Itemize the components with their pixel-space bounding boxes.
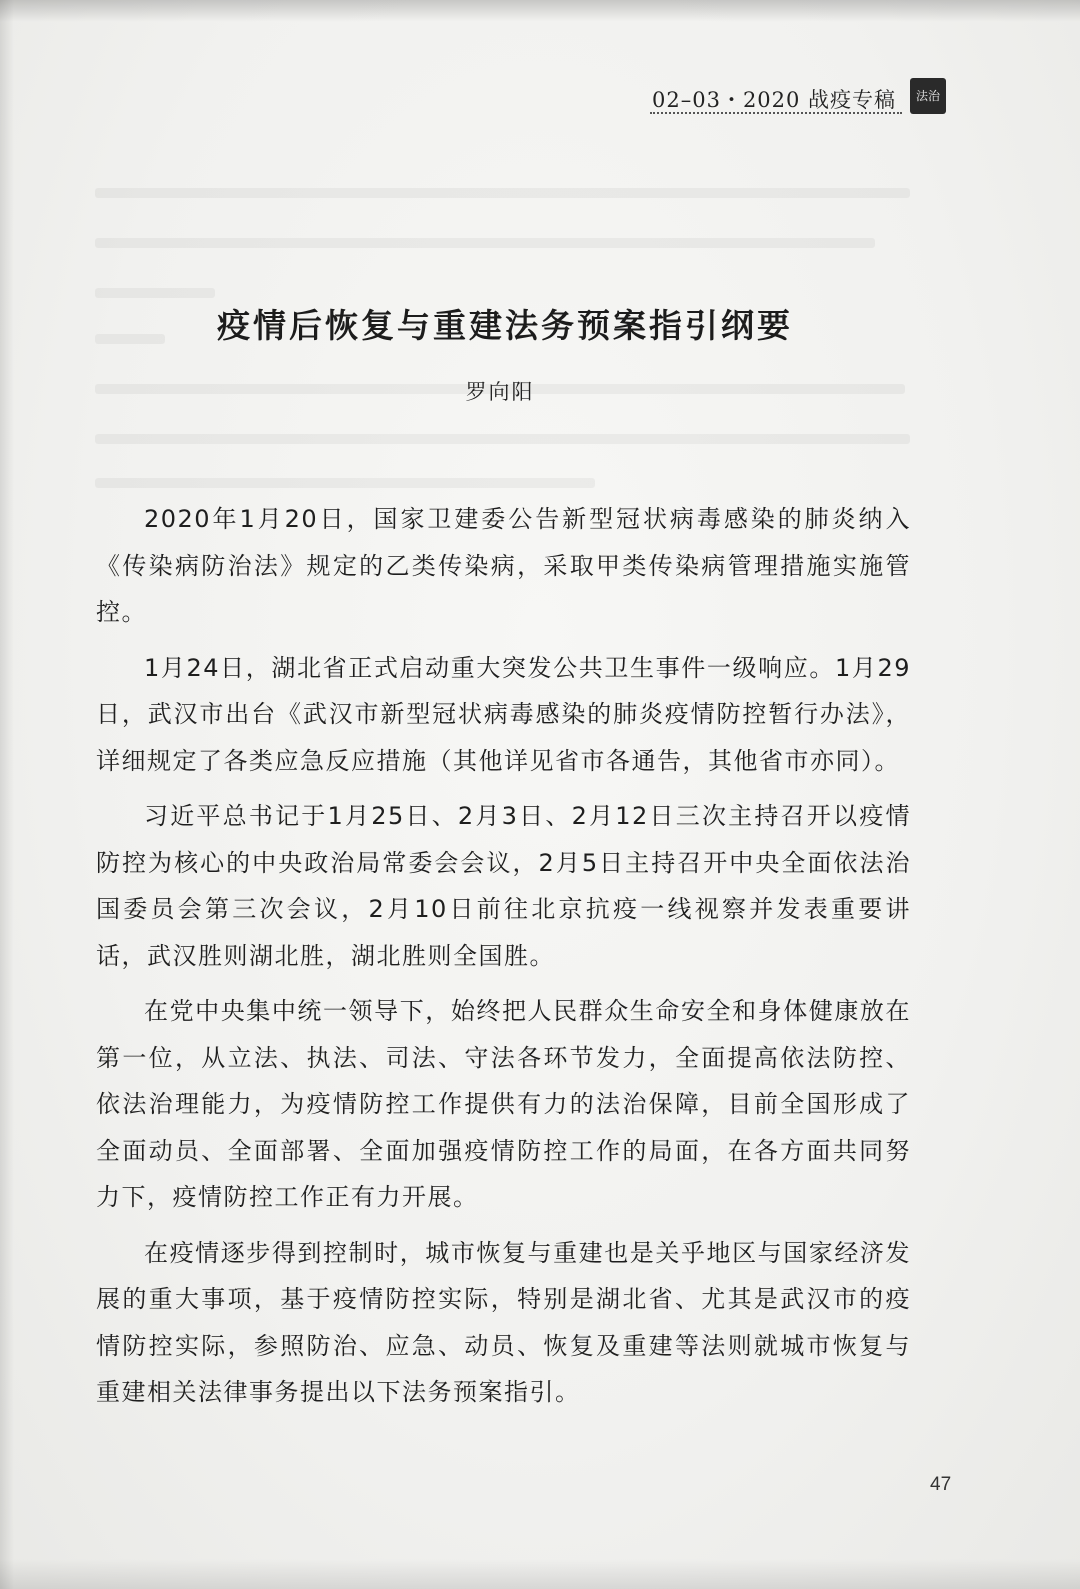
article-title: 疫情后恢复与重建法务预案指引纲要	[217, 306, 793, 345]
paragraph: 习近平总书记于1月25日、2月3日、2月12日三次主持召开以疫情防控为核心的中央政治局常委会会议，2月5日主持召开中央全面依法治国委员会第三次会议，2月10日前往北京抗疫一线视察并发表重要讲话，武汉胜则湖北胜，湖北胜则全国胜。	[96, 802, 911, 970]
paragraph: 1月24日，湖北省正式启动重大突发公共卫生事件一级响应。1月29日，武汉市出台《武汉市新型冠状病毒感染的肺炎疫情防控暂行办法》，详细规定了各类应急反应措施（其他详见省市各通告，其他省市亦同）。	[96, 653, 911, 775]
article-body	[96, 496, 911, 1425]
article-author: 罗向阳	[465, 380, 535, 404]
paragraph: 2020年1月20日，国家卫建委公告新型冠状病毒感染的肺炎纳入《传染病防治法》规定的乙类传染病，采取甲类传染病管理措施实施管控。	[96, 505, 911, 626]
bleed-through-line	[95, 434, 910, 444]
bleed-through-line	[95, 238, 875, 248]
running-header	[652, 78, 952, 122]
magazine-logo: 法治	[910, 78, 946, 114]
issue-label: 02–03・2020 战疫专稿	[652, 88, 897, 112]
bleed-through-line	[95, 288, 215, 298]
page-number: 47	[930, 1474, 952, 1495]
scan-top-shadow	[0, 0, 1080, 22]
bleed-through-line	[95, 188, 910, 198]
bleed-through-line	[95, 478, 595, 488]
paragraph: 在疫情逐步得到控制时，城市恢复与重建也是关乎地区与国家经济发展的重大事项，基于疫情防控实际，特别是湖北省、尤其是武汉市的疫情防控实际，参照防治、应急、动员、恢复及重建等法则就城市恢复与重建相关法律事务提出以下法务预案指引。	[96, 1238, 911, 1406]
scan-left-shadow	[0, 0, 14, 1589]
header-divider	[650, 112, 902, 114]
paragraph: 在党中央集中统一领导下，始终把人民群众生命安全和身体健康放在第一位，从立法、执法、司法、守法各环节发力，全面提高依法防控、依法治理能力，为疫情防控工作提供有力的法治保障，目前全国形成了全面动员、全面部署、全面加强疫情防控工作的局面，在各方面共同努力下，疫情防控工作正有力开展。	[96, 997, 911, 1211]
scan-bottom-shadow	[0, 1559, 1080, 1589]
